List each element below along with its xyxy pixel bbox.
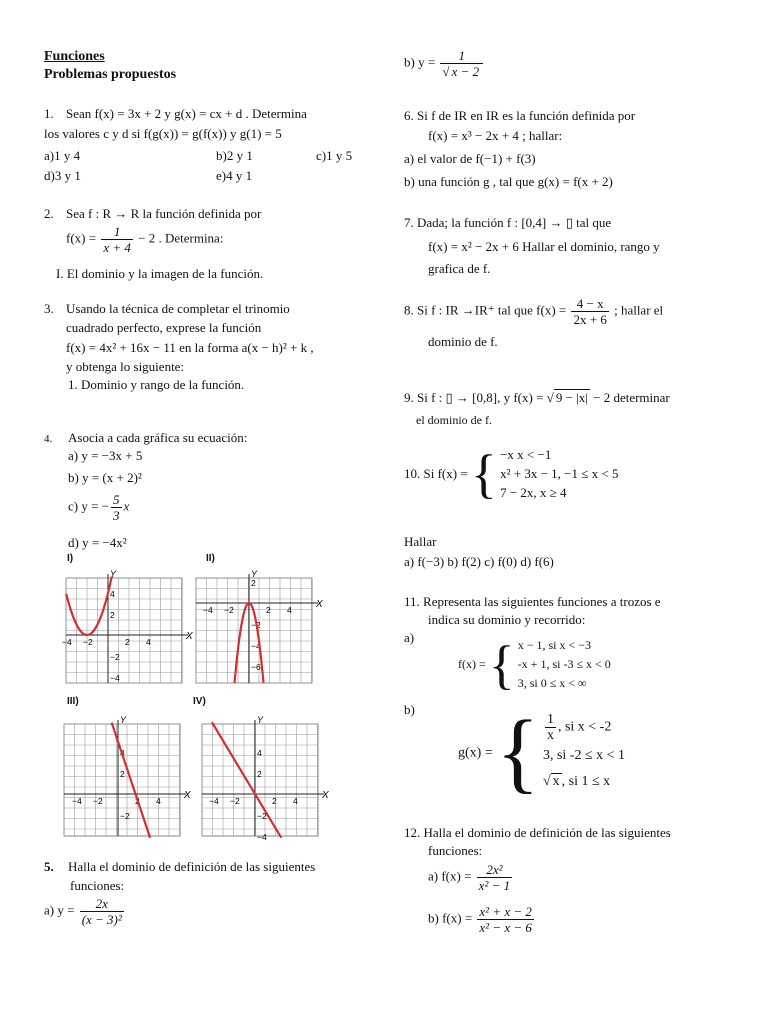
problem-7-line1: 7. Dada; la función f : [0,4] → ▯ tal que <box>404 215 612 230</box>
problem-3-line1: Usando la técnica de completar el trinomio <box>66 301 290 316</box>
eq-c-suffix: x <box>123 498 130 514</box>
problem-9-suffix: − 2 determinar <box>593 390 670 405</box>
case-condition: , si 1 ≤ x <box>561 773 611 789</box>
case-row <box>543 712 625 743</box>
problem-7-line2: f(x) = x² − 2x + 6 Hallar el dominio, rango y <box>428 239 660 254</box>
problem-10-hallar: Hallar <box>404 534 437 549</box>
problem-2-after: − 2 . Determina: <box>138 230 224 246</box>
fraction-numerator: 4 − x <box>571 296 608 312</box>
x-axis-label: X <box>322 790 329 801</box>
problem-1-line1: Sean f(x) = 3x + 2 y g(x) = cx + d . Determina <box>66 106 307 121</box>
tick-label: −2 <box>110 652 120 662</box>
tick-label: 4 <box>287 605 292 615</box>
tick-label: 4 <box>120 748 125 758</box>
fraction-denominator: x <box>546 727 554 743</box>
problem-9-line2: el dominio de f. <box>416 413 492 427</box>
sqrt-radicand: x <box>552 773 560 789</box>
fraction-numerator: 1 <box>440 48 483 64</box>
problem-1-option-b: b)2 y 1 <box>216 148 253 163</box>
tick-label: 2 <box>272 796 277 806</box>
problem-10-prefix: 10. Si f(x) = <box>404 466 468 481</box>
problem-11-f-prefix: f(x) = <box>458 657 486 671</box>
case-condition: , si x < -2 <box>557 719 612 735</box>
problem-8-line1 <box>404 296 663 327</box>
problem-11-f <box>458 636 611 693</box>
problem-2-number: 2. <box>44 206 54 221</box>
tick-label: 2 <box>135 796 140 806</box>
x-axis-label: X <box>316 599 323 610</box>
graph-label-III: III) <box>67 696 79 707</box>
y-axis-label: Y <box>120 715 127 725</box>
graph-label-I: I) <box>67 553 74 564</box>
case-fraction <box>545 712 556 743</box>
problem-11-g <box>458 703 626 802</box>
graph-label-IV: IV) <box>193 696 206 707</box>
problem-3-line4: y obtenga lo siguiente: <box>66 359 185 374</box>
problem-4-eq-a: a) y = −3x + 5 <box>68 448 143 463</box>
y-axis-label: Y <box>251 569 258 579</box>
fraction-denominator: x + 4 <box>103 240 131 255</box>
sqrt-radicand: x − 2 <box>451 64 480 79</box>
problem-12-a-prefix: a) f(x) = <box>428 868 472 884</box>
x-axis-label: X <box>184 790 191 801</box>
tick-label: 2 <box>251 578 256 588</box>
tick-label: 4 <box>146 637 151 647</box>
problem-11-g-cases <box>543 712 625 795</box>
problem-5-line1: Halla el dominio de definición de las siguientes <box>68 859 316 874</box>
tick-label: −4 <box>203 605 213 615</box>
fraction-numerator: 2x² <box>477 862 512 878</box>
tick-label: −2 <box>120 811 130 821</box>
tick-label: 2 <box>125 637 130 647</box>
fraction-numerator: x² + x − 2 <box>479 904 532 919</box>
left-brace-icon: { <box>488 634 515 695</box>
graph-III <box>60 714 191 840</box>
problem-5-line2: funciones: <box>70 878 125 893</box>
problem-5-number: 5. <box>44 859 54 874</box>
tick-label: −4 <box>251 641 261 651</box>
problem-11-line2: indica su dominio y recorrido: <box>428 612 586 627</box>
problem-5-a-fraction <box>80 896 124 927</box>
tick-label: −2 <box>83 637 93 647</box>
fraction-numerator: 5 <box>113 492 120 507</box>
problem-6-b: b) una función g , tal que g(x) = f(x + 2) <box>404 174 613 189</box>
y-axis-label: Y <box>257 715 264 725</box>
problem-2-fx: f(x) = <box>66 230 97 246</box>
problem-2-fraction <box>101 224 133 255</box>
fraction-numerator: 1 <box>101 224 133 240</box>
problem-2-formula <box>66 224 223 255</box>
fraction-denominator: x² − 1 <box>478 878 511 893</box>
tick-label: 2 <box>257 769 262 779</box>
problem-3-line3: f(x) = 4x² + 16x − 11 en la forma a(x − h)² + k , <box>66 340 314 355</box>
tick-label: −4 <box>257 832 267 842</box>
tick-label: −4 <box>209 796 219 806</box>
page-title: Funciones <box>44 49 105 64</box>
tick-label: 2 <box>120 769 125 779</box>
problem-10-cases <box>500 445 618 502</box>
case-row: √ x , si 1 ≤ x <box>542 773 611 789</box>
problem-5-b <box>404 48 485 79</box>
graph-IV <box>198 714 329 842</box>
problem-11-line1: 11. Representa las siguientes funciones a trozos e <box>404 594 661 609</box>
problem-2-line1: Sea f : R → R la función definida por <box>66 206 262 221</box>
tick-label: −2 <box>257 811 267 821</box>
problem-8-suffix: ; hallar el <box>614 302 664 318</box>
problem-2-item: I. El dominio y la imagen de la función. <box>56 266 264 281</box>
problem-7-line3: grafica de f. <box>428 261 491 276</box>
problem-8-line2: dominio de f. <box>428 334 498 349</box>
fraction-denominator: 3 <box>113 508 120 523</box>
tick-label: −2 <box>230 796 240 806</box>
problem-9-prefix: 9. Si f : ▯ → [0,8], y f(x) = <box>404 390 544 405</box>
problem-12-line2: funciones: <box>428 843 483 858</box>
tick-label: 2 <box>266 605 271 615</box>
tick-label: 4 <box>156 796 161 806</box>
tick-label: −2 <box>251 620 261 630</box>
problem-3-line2: cuadrado perfecto, exprese la función <box>66 320 262 335</box>
eq-c-fraction <box>111 492 122 523</box>
left-brace-icon: { <box>496 703 540 802</box>
problem-11-a-label: a) <box>404 630 415 645</box>
problem-8-prefix: 8. Si f : IR →IR⁺ tal que f(x) = <box>404 302 567 318</box>
problem-4-eq-d: d) y = −4x² <box>68 535 127 550</box>
problem-12-line1: 12. Halla el dominio de definición de las siguientes <box>404 825 671 840</box>
problem-5-b-prefix: b) y = <box>404 54 436 70</box>
problem-12-a-fraction <box>477 862 512 893</box>
tick-label: −4 <box>110 673 120 683</box>
problem-6-line1: 6. Si f de IR en IR es la función definida por <box>404 108 636 123</box>
problem-5-a <box>44 896 126 927</box>
problem-12-a <box>428 862 514 893</box>
problem-11-f-cases <box>518 636 611 693</box>
problem-1-option-d: d)3 y 1 <box>44 168 81 183</box>
problem-1-option-e: e)4 y 1 <box>216 168 253 183</box>
fraction-denominator: x² − x − 6 <box>479 920 532 935</box>
problem-1-option-a: a)1 y 4 <box>44 148 81 163</box>
tick-label: 4 <box>257 748 262 758</box>
problem-1-option-c: c)1 y 5 <box>316 148 353 163</box>
case-row: x² + 3x − 1, −1 ≤ x < 5 <box>500 466 619 481</box>
tick-label: −4 <box>62 637 72 647</box>
case-row: -x + 1, si -3 ≤ x < 0 <box>517 657 611 671</box>
problem-4-eq-b: b) y = (x + 2)² <box>68 470 142 485</box>
fraction-denominator: 2x + 6 <box>573 312 607 327</box>
page-subtitle: Problemas propuestos <box>44 67 177 82</box>
problem-10-def <box>404 445 618 502</box>
problem-4-number: 4. <box>44 433 53 445</box>
problem-3-number: 3. <box>44 301 54 316</box>
problem-1-line2: los valores c y d si f(g(x)) = g(f(x)) y g(1) = 5 <box>44 126 282 141</box>
problem-4-title: Asocia a cada gráfica su ecuación: <box>68 430 248 445</box>
problem-6-a: a) el valor de f(−1) + f(3) <box>404 151 536 166</box>
problem-6-line2: f(x) = x³ − 2x + 4 ; hallar: <box>428 128 563 143</box>
y-axis-label: Y <box>110 569 117 579</box>
problem-12-b <box>428 904 536 935</box>
fraction-denominator: √ x − 2 <box>442 64 480 79</box>
problem-12-b-prefix: b) f(x) = <box>428 910 473 926</box>
problem-3-item: 1. Dominio y rango de la función. <box>68 377 245 392</box>
tick-label: 4 <box>110 589 115 599</box>
problem-11-b-label: b) <box>404 702 415 717</box>
case-row: 3, si 0 ≤ x < ∞ <box>517 676 587 690</box>
problem-11-g-prefix: g(x) = <box>458 745 493 761</box>
problem-5-a-prefix: a) y = <box>44 902 75 918</box>
problem-9-line1: 9. Si f : ▯ → [0,8], y f(x) = √ 9 − |x| − 2 determinar <box>404 390 670 405</box>
graph-II <box>192 568 323 690</box>
problem-9-radicand: 9 − |x| <box>555 390 588 405</box>
problem-10-items: a) f(−3) b) f(2) c) f(0) d) f(6) <box>404 554 554 569</box>
tick-label: −6 <box>251 662 261 672</box>
case-row: 7 − 2x, x ≥ 4 <box>500 485 567 500</box>
graph-I <box>62 568 193 690</box>
case-row: 3, si -2 ≤ x < 1 <box>542 747 626 763</box>
tick-label: −4 <box>72 796 82 806</box>
left-brace-icon: { <box>470 443 497 504</box>
problem-12-b-fraction <box>477 904 533 935</box>
fraction-denominator: (x − 3)² <box>81 912 122 927</box>
problem-5-b-fraction <box>440 48 483 79</box>
fraction-numerator: 1 <box>546 711 554 727</box>
problem-1-number: 1. <box>44 106 54 121</box>
problem-4-eq-c <box>68 492 129 523</box>
graph-label-II: II) <box>206 553 215 564</box>
case-row: x − 1, si x < −3 <box>517 638 591 652</box>
fraction-numerator: 2x <box>80 896 124 912</box>
tick-label: 2 <box>110 610 115 620</box>
tick-label: 4 <box>293 796 298 806</box>
tick-label: −2 <box>93 796 103 806</box>
problem-8-fraction <box>571 296 608 327</box>
case-row: −x x < −1 <box>500 447 552 462</box>
tick-label: −2 <box>224 605 234 615</box>
eq-c-prefix: c) y = − <box>68 498 110 514</box>
x-axis-label: X <box>186 631 193 642</box>
